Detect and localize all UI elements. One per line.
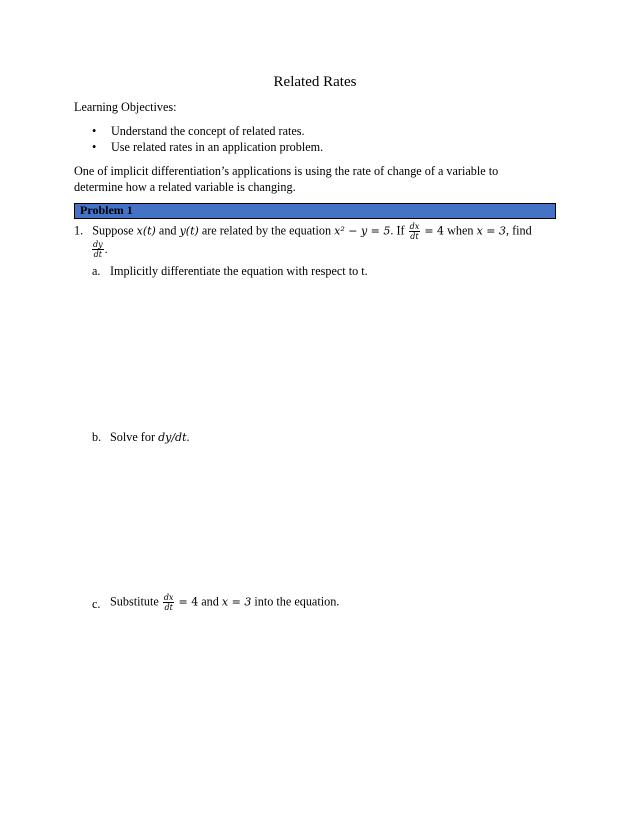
problem-banner-label: Problem 1 — [80, 203, 133, 217]
sub-text: Solve for dy/dt. — [110, 430, 190, 444]
intro-paragraph: One of implicit differentiation’s applications is using the rate of change of a variable to determine how a related variable is changing. — [74, 164, 499, 194]
objective-text: Use related rates in an application problem. — [111, 140, 324, 154]
math-x-eq-3: x = 3 — [476, 224, 506, 238]
fraction-dx-dt: $\frac{dx}{dt}$ — [163, 593, 174, 612]
sub-text: Substitute $\frac{dx}{dt}$ = 4 and x = 3 into the equation. — [110, 593, 340, 612]
question-text: when — [447, 223, 474, 238]
learning-objectives-list — [92, 123, 323, 155]
math-equation: x² − y = 5 — [334, 224, 391, 238]
page-title: Related Rates — [273, 74, 357, 90]
question-text: , find — [505, 223, 532, 238]
question-number: 1. — [74, 223, 84, 238]
bullet-icon: • — [92, 124, 97, 138]
question-1 — [74, 222, 532, 241]
question-text: are related by the equation — [201, 223, 332, 238]
sub-label: a. — [92, 264, 101, 278]
math-xt: x(t) — [136, 224, 156, 238]
fraction-dy-dt: $\frac{dy}{dt}$ . — [93, 240, 108, 259]
objective-text: Understand the concept of related rates. — [111, 124, 305, 138]
sub-label: c. — [92, 597, 101, 611]
math-eq-four: = 4 — [424, 224, 445, 238]
learning-objectives-heading: Learning Objectives: — [74, 100, 177, 114]
list-item — [92, 123, 323, 139]
sub-text: Implicitly differentiate the equation with respect to t. — [110, 264, 368, 278]
math-yt: y(t) — [179, 224, 199, 238]
sub-label: b. — [92, 430, 102, 444]
question-text: Suppose — [92, 223, 134, 238]
question-text: . If — [390, 223, 405, 238]
list-item — [92, 139, 323, 155]
bullet-icon: • — [92, 140, 97, 154]
problem-banner — [74, 203, 556, 219]
fraction-dx-dt: $\frac{dx}{dt}$ — [409, 222, 420, 241]
math-dy-dt: dy/dt — [158, 431, 187, 444]
question-text: and — [158, 223, 177, 238]
